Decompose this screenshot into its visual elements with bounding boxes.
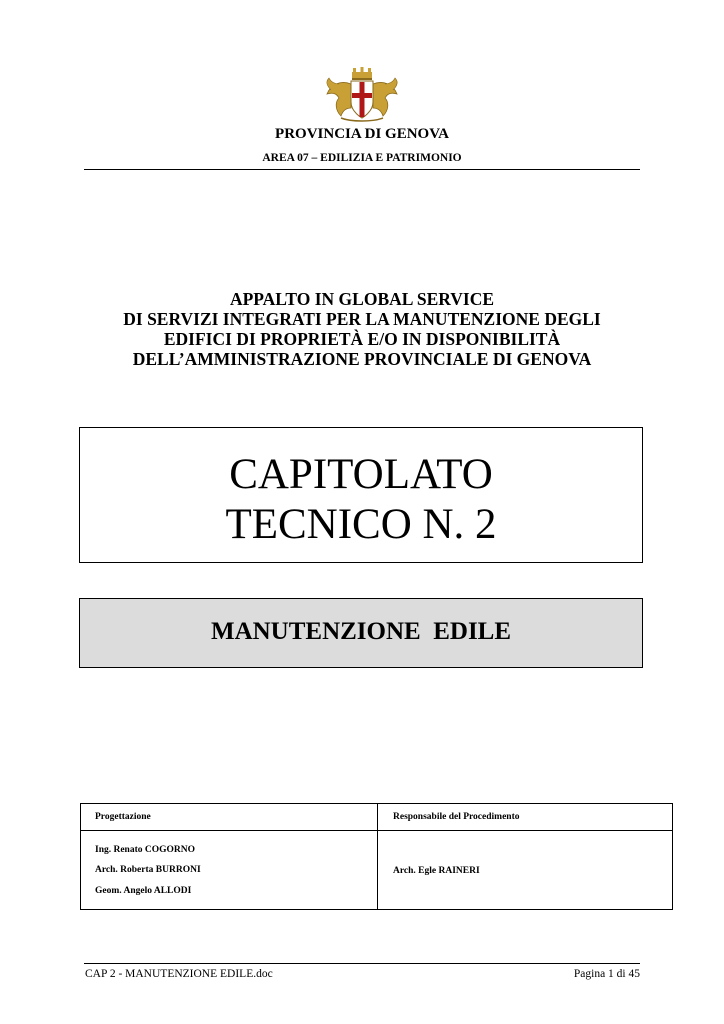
organization-name: PROVINCIA DI GENOVA <box>275 126 449 142</box>
manager-name: Arch. Egle RAINERI <box>393 866 480 876</box>
footer-filename: CAP 2 - MANUTENZIONE EDILE.doc <box>85 968 273 980</box>
document-subject-box <box>79 598 643 668</box>
coat-of-arms-icon <box>323 66 401 124</box>
footer-divider <box>84 963 640 964</box>
organization-area: AREA 07 – EDILIZIA E PATRIMONIO <box>262 152 462 164</box>
header-divider <box>84 169 640 170</box>
document-title <box>80 450 642 550</box>
contract-title-line: DI SERVIZI INTEGRATI PER LA MANUTENZIONE DEGLI <box>123 309 601 329</box>
contract-title-line: EDIFICI DI PROPRIETÀ E/O IN DISPONIBILITÀ <box>163 329 561 349</box>
credits-table <box>80 803 673 910</box>
table-header-divider <box>81 830 672 831</box>
designer-name: Arch. Roberta BURRONI <box>95 865 201 875</box>
document-title-line: TECNICO N. 2 <box>225 501 497 548</box>
document-subject: MANUTENZIONE EDILE <box>210 618 512 645</box>
design-header: Progettazione <box>95 812 151 822</box>
contract-title <box>40 289 684 369</box>
document-title-line: CAPITOLATO <box>229 451 493 498</box>
contract-title-line: DELL’AMMINISTRAZIONE PROVINCIALE DI GENOVA <box>132 349 592 369</box>
contract-title-line: APPALTO IN GLOBAL SERVICE <box>229 289 495 309</box>
manager-header: Responsabile del Procedimento <box>393 812 520 822</box>
designer-name: Geom. Angelo ALLODI <box>95 886 192 896</box>
footer-page-number: Pagina 1 di 45 <box>573 968 640 980</box>
designer-name: Ing. Renato COGORNO <box>95 845 196 855</box>
document-title-box <box>79 427 643 563</box>
table-column-divider <box>377 804 378 909</box>
